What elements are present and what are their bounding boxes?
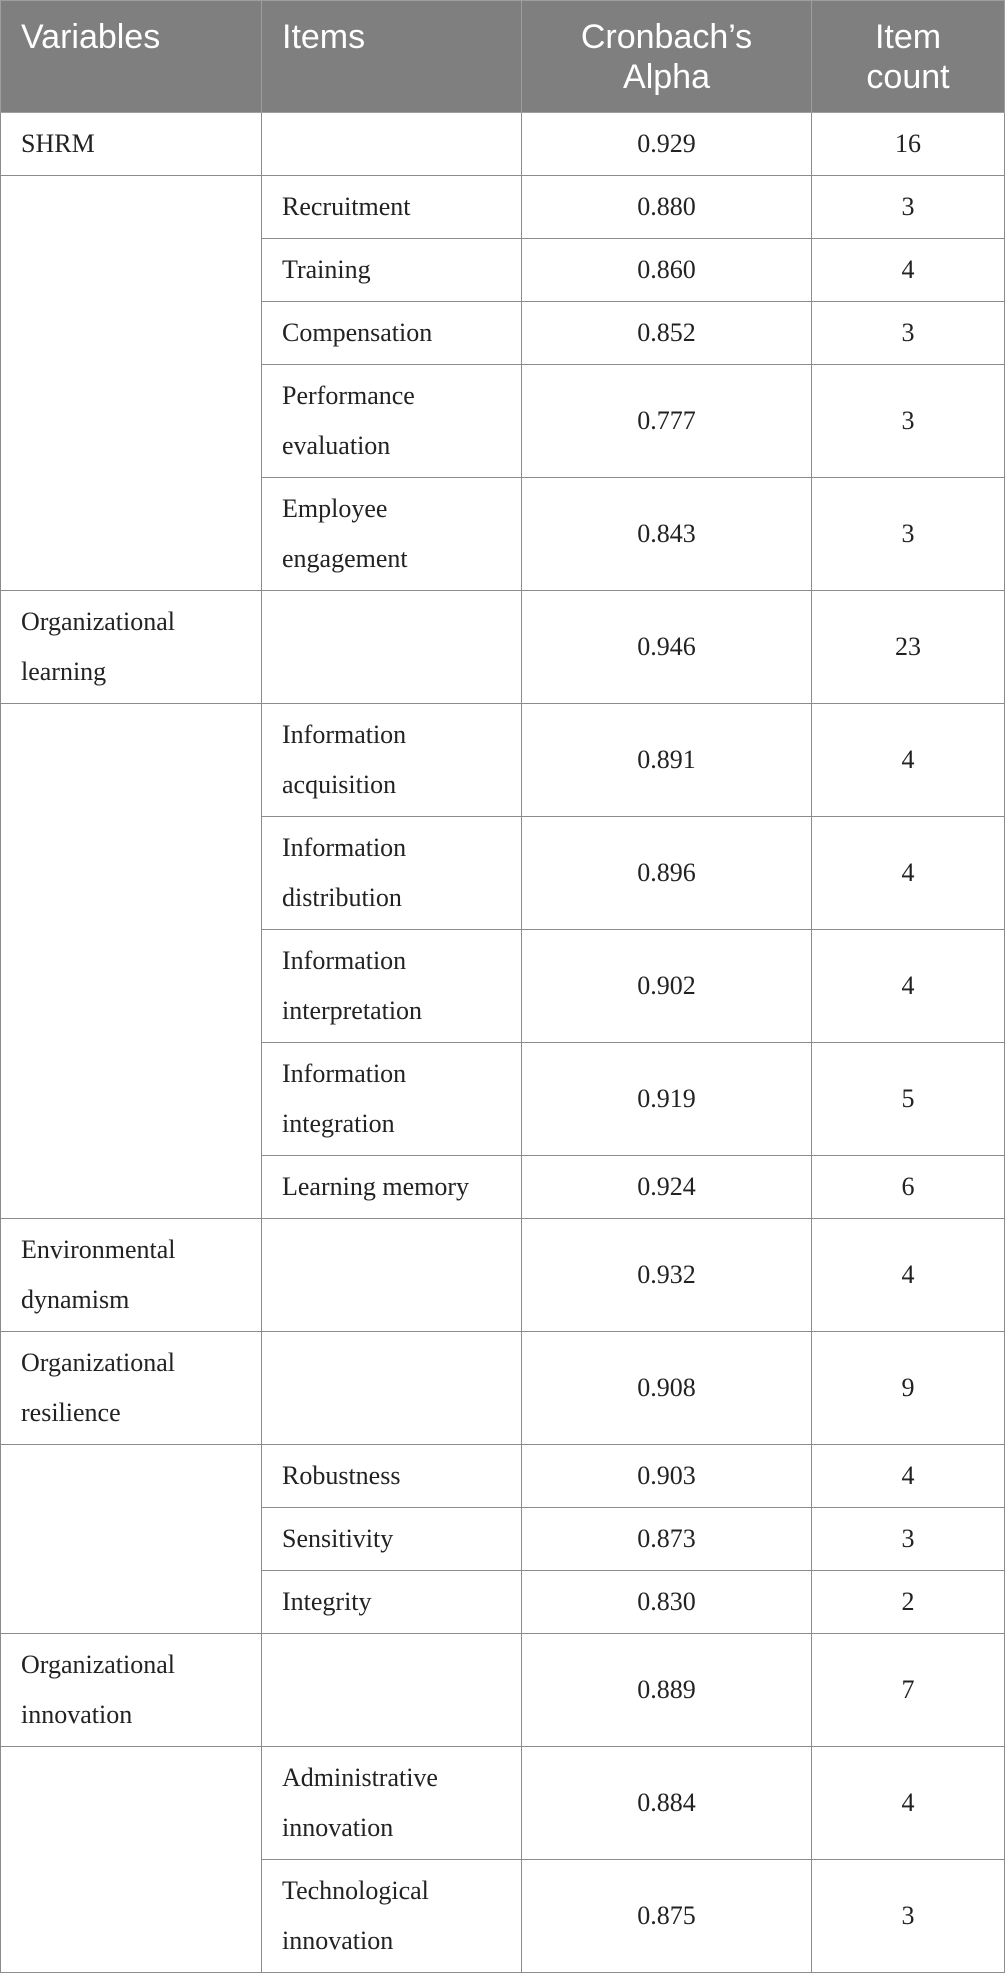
- item-cell: Integrity: [262, 1571, 522, 1634]
- item-cell: [262, 1219, 522, 1332]
- table-row: [1, 176, 1005, 239]
- alpha-cell: 0.880: [522, 176, 812, 239]
- alpha-cell: 0.902: [522, 930, 812, 1043]
- alpha-cell: 0.924: [522, 1156, 812, 1219]
- count-cell: 6: [812, 1156, 1005, 1219]
- item-cell: [262, 1634, 522, 1747]
- item-cell: Information distribution: [262, 817, 522, 930]
- alpha-cell: 0.860: [522, 239, 812, 302]
- count-cell: 3: [812, 478, 1005, 591]
- count-cell: 3: [812, 302, 1005, 365]
- count-cell: 4: [812, 930, 1005, 1043]
- alpha-cell: 0.932: [522, 1219, 812, 1332]
- alpha-cell: 0.919: [522, 1043, 812, 1156]
- count-cell: 5: [812, 1043, 1005, 1156]
- item-cell: [262, 591, 522, 704]
- alpha-cell: 0.946: [522, 591, 812, 704]
- count-cell: 3: [812, 1508, 1005, 1571]
- item-cell: Robustness: [262, 1445, 522, 1508]
- variable-cell: SHRM: [1, 113, 262, 176]
- item-cell: Training: [262, 239, 522, 302]
- count-cell: 9: [812, 1332, 1005, 1445]
- table-body: [1, 113, 1005, 1973]
- item-cell: Compensation: [262, 302, 522, 365]
- count-cell: 4: [812, 1747, 1005, 1860]
- count-cell: 4: [812, 1219, 1005, 1332]
- item-cell: [262, 113, 522, 176]
- item-cell: Performance evaluation: [262, 365, 522, 478]
- alpha-cell: 0.777: [522, 365, 812, 478]
- count-cell: 4: [812, 704, 1005, 817]
- header-variables: Variables: [1, 1, 262, 113]
- alpha-cell: 0.843: [522, 478, 812, 591]
- header-cronbach-alpha: Cronbach’s Alpha: [522, 1, 812, 113]
- count-cell: 3: [812, 176, 1005, 239]
- count-cell: 3: [812, 1860, 1005, 1973]
- table-row: [1, 1445, 1005, 1508]
- item-cell: Administrative innovation: [262, 1747, 522, 1860]
- variable-cell: Organizational innovation: [1, 1634, 262, 1747]
- alpha-cell: 0.908: [522, 1332, 812, 1445]
- item-cell: Technological innovation: [262, 1860, 522, 1973]
- table-row: [1, 1219, 1005, 1332]
- item-cell: Employee engagement: [262, 478, 522, 591]
- alpha-cell: 0.875: [522, 1860, 812, 1973]
- alpha-cell: 0.852: [522, 302, 812, 365]
- alpha-cell: 0.891: [522, 704, 812, 817]
- count-cell: 16: [812, 113, 1005, 176]
- item-cell: Recruitment: [262, 176, 522, 239]
- header-item-count: Item count: [812, 1, 1005, 113]
- count-cell: 23: [812, 591, 1005, 704]
- table-header: [1, 1, 1005, 113]
- item-cell: Information integration: [262, 1043, 522, 1156]
- item-cell: Learning memory: [262, 1156, 522, 1219]
- variable-cell: [1, 1747, 262, 1973]
- table-row: [1, 1332, 1005, 1445]
- alpha-cell: 0.889: [522, 1634, 812, 1747]
- table-row: [1, 704, 1005, 817]
- table-row: [1, 1634, 1005, 1747]
- variable-cell: Environmental dynamism: [1, 1219, 262, 1332]
- count-cell: 3: [812, 365, 1005, 478]
- table-row: [1, 1747, 1005, 1860]
- count-cell: 4: [812, 239, 1005, 302]
- count-cell: 4: [812, 1445, 1005, 1508]
- item-cell: Information interpretation: [262, 930, 522, 1043]
- variable-cell: Organizational resilience: [1, 1332, 262, 1445]
- item-cell: [262, 1332, 522, 1445]
- variable-cell: [1, 704, 262, 1219]
- alpha-cell: 0.896: [522, 817, 812, 930]
- variable-cell: [1, 176, 262, 591]
- item-cell: Information acquisition: [262, 704, 522, 817]
- alpha-cell: 0.830: [522, 1571, 812, 1634]
- variable-cell: Organizational learning: [1, 591, 262, 704]
- alpha-cell: 0.884: [522, 1747, 812, 1860]
- alpha-cell: 0.873: [522, 1508, 812, 1571]
- variable-cell: [1, 1445, 262, 1634]
- count-cell: 2: [812, 1571, 1005, 1634]
- alpha-cell: 0.903: [522, 1445, 812, 1508]
- header-row: [1, 1, 1005, 113]
- table-row: [1, 591, 1005, 704]
- table-row: [1, 113, 1005, 176]
- item-cell: Sensitivity: [262, 1508, 522, 1571]
- alpha-cell: 0.929: [522, 113, 812, 176]
- count-cell: 7: [812, 1634, 1005, 1747]
- count-cell: 4: [812, 817, 1005, 930]
- header-items: Items: [262, 1, 522, 113]
